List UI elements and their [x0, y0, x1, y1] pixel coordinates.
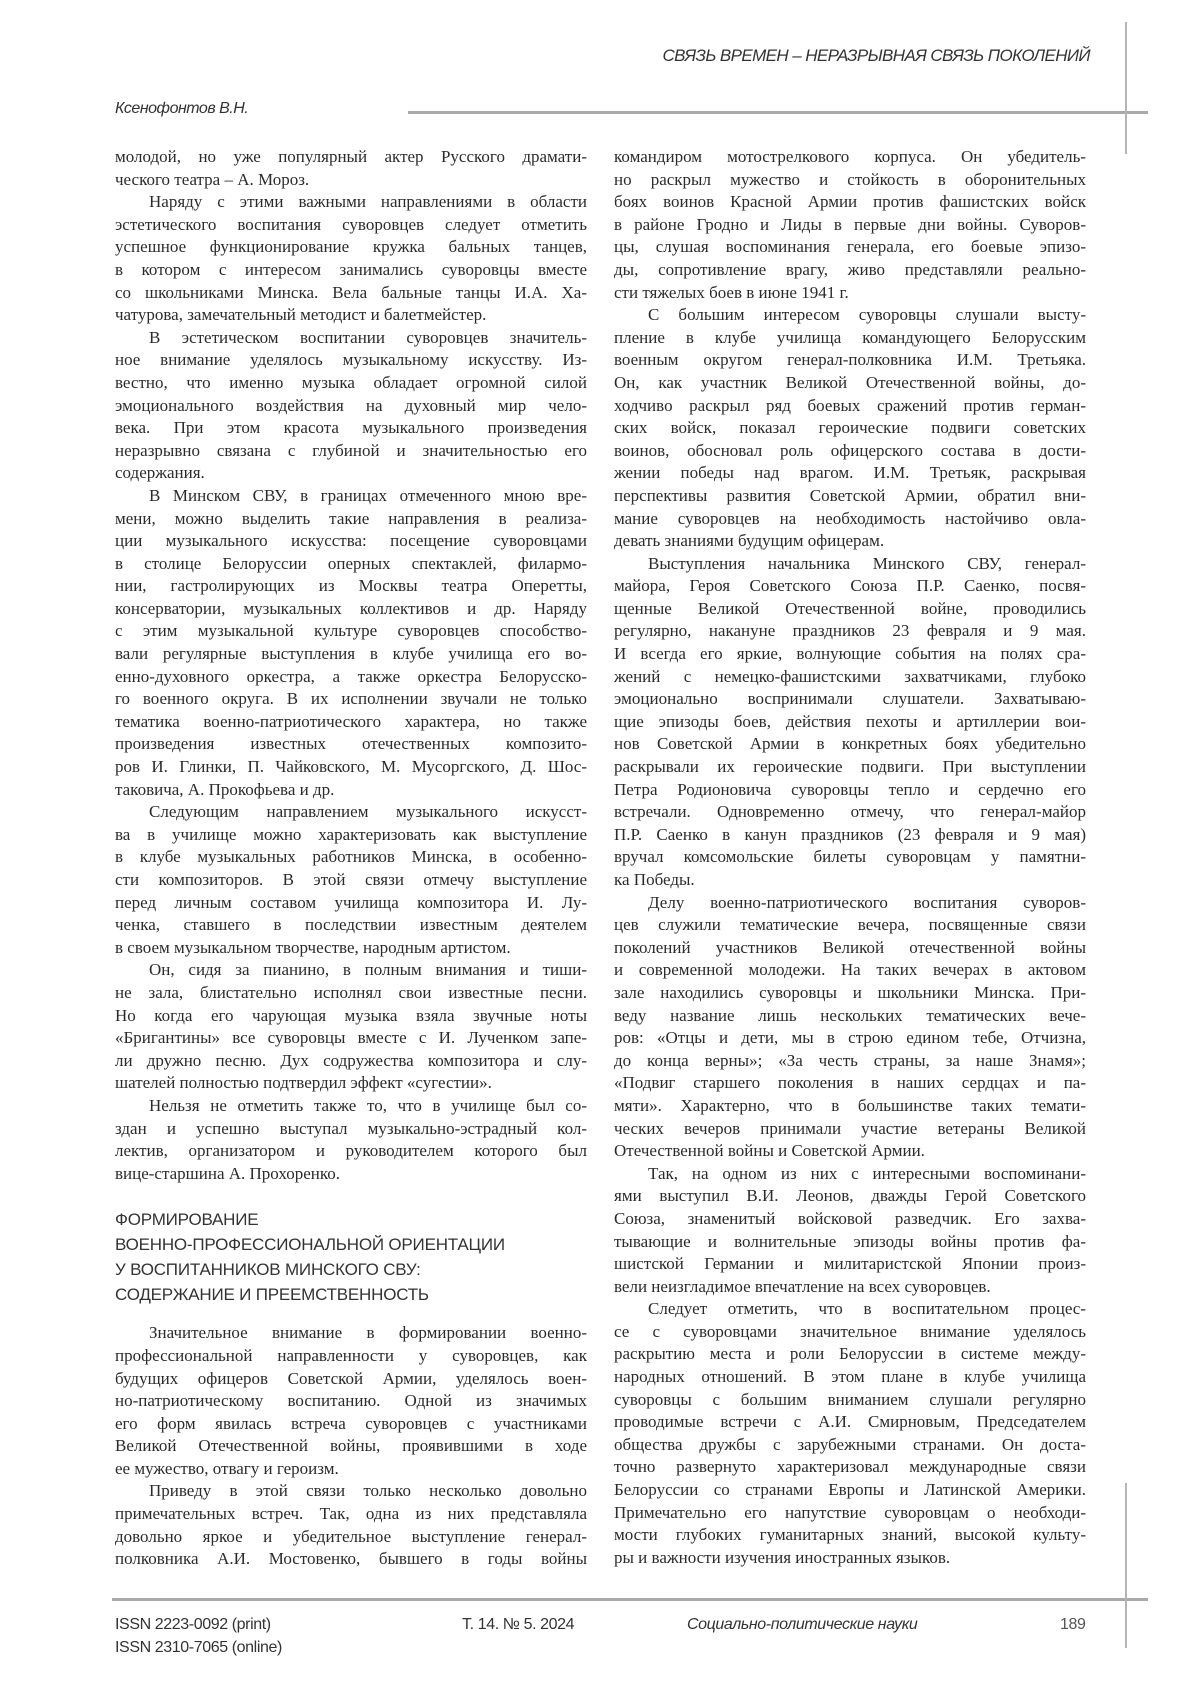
text-line: таковича, А. Прокофьева и др. [115, 779, 587, 802]
text-line: Нельзя не отметить также то, что в училище был со- [115, 1095, 587, 1118]
paragraph [115, 1322, 587, 1480]
text-line: военным округом генерал-полковника И.М. Третьяка. [614, 349, 1086, 372]
text-line: будущих офицеров Советской Армии, уделялось воен- [115, 1368, 587, 1391]
paragraph [614, 1298, 1086, 1569]
text-line: ческих вечеров принимали участие ветераны Великой [614, 1118, 1086, 1141]
right-body [614, 146, 1086, 1569]
text-line: щенные Великой Отечественной войне, проводились [614, 598, 1086, 621]
text-line: эстетического воспитания суворовцев следует отметить [115, 214, 587, 237]
text-line: эмоционального воздействия на духовный мир чело- [115, 395, 587, 418]
text-line: нов Советской Армии в конкретных боях убедительно [614, 733, 1086, 756]
text-line: в своем музыкальном творчестве, народным артистом. [115, 937, 587, 960]
text-line: профессиональной направленности у суворовцев, как [115, 1345, 587, 1368]
text-line: мени, можно выделить такие направления в реализа- [115, 508, 587, 531]
text-line: зале находились суворовцы и школьники Минска. При- [614, 982, 1086, 1005]
text-line: майора, Героя Советского Союза П.Р. Саенко, посвя- [614, 575, 1086, 598]
text-line: мание суворовцев на необходимость настойчиво овла- [614, 508, 1086, 531]
text-line: Выступления начальника Минского СВУ, генерал- [614, 553, 1086, 576]
text-line: ров: «Отцы и дети, мы в строю едином тебе, Отчизна, [614, 1027, 1086, 1050]
text-line: тывающие и волнительные эпизоды войны против фа- [614, 1231, 1086, 1254]
text-line: се с суворовцами значительное внимание уделялось [614, 1321, 1086, 1344]
text-line: Значительное внимание в формировании военно- [115, 1322, 587, 1345]
paragraph [614, 553, 1086, 892]
text-line: здан и успешно выступал музыкально-эстрадный кол- [115, 1118, 587, 1141]
text-line: Делу военно-патриотического воспитания суворов- [614, 892, 1086, 915]
text-line: Примечательно его напутствие суворовцам о необходи- [614, 1502, 1086, 1525]
text-line: народных отношений. В этом плане в клубе училища [614, 1366, 1086, 1389]
paragraph [115, 1480, 587, 1570]
text-line: регулярно, накануне праздников 23 февраля и 9 мая. [614, 620, 1086, 643]
text-line: В Минском СВУ, в границах отмеченного мною вре- [115, 485, 587, 508]
text-line: но раскрыл мужество и стойкость в оборонительных [614, 169, 1086, 192]
left-column [115, 146, 587, 1571]
text-line: жений с немецко-фашистскими захватчиками, глубоко [614, 666, 1086, 689]
text-line: сти тяжелых боев в июне 1941 г. [614, 282, 1086, 305]
text-line: проводимые встречи с А.И. Смирновым, Председателем [614, 1411, 1086, 1434]
text-line: В эстетическом воспитании суворовцев значитель- [115, 327, 587, 350]
issn-block [115, 1613, 282, 1659]
text-line: перед личным составом училища композитора И. Лу- [115, 892, 587, 915]
text-line: ка Победы. [614, 869, 1086, 892]
text-line: Великой Отечественной войны, проявившими в ходе [115, 1435, 587, 1458]
text-line: полковника А.И. Мостовенко, бывшего в годы войны [115, 1548, 587, 1571]
text-line: со школьниками Минска. Вела бальные танцы И.А. Ха- [115, 282, 587, 305]
text-line: жении победы над врагом. И.М. Третьяк, раскрывая [614, 462, 1086, 485]
text-line: Наряду с этими важными направлениями в области [115, 191, 587, 214]
text-line: С большим интересом суворовцы слушали высту- [614, 304, 1086, 327]
text-line: шателей полностью подтвердил эффект «сугестии». [115, 1072, 587, 1095]
page-number: 189 [1060, 1613, 1086, 1636]
text-line: в клубе музыкальных работников Минска, в особенно- [115, 846, 587, 869]
paragraph [115, 485, 587, 801]
paragraph [115, 1095, 587, 1185]
volume-issue: Т. 14. № 5. 2024 [462, 1613, 574, 1636]
section-heading [115, 1207, 587, 1307]
text-line: но-патриотическому воспитанию. Одной из значимых [115, 1390, 587, 1413]
text-line: командиром мотострелкового корпуса. Он убедитель- [614, 146, 1086, 169]
text-line: ры и важности изучения иностранных языков. [614, 1547, 1086, 1570]
paragraph [115, 959, 587, 1095]
text-line: Он, как участник Великой Отечественной войны, до- [614, 372, 1086, 395]
paragraph [614, 1163, 1086, 1299]
text-line: вручал комсомольские билеты суворовцам у памятни- [614, 846, 1086, 869]
text-line: мяти». Характерно, что в большинстве таких темати- [614, 1095, 1086, 1118]
footer-divider [112, 1598, 1148, 1601]
heading-line: СОДЕРЖАНИЕ И ПРЕЕМСТВЕННОСТЬ [115, 1282, 587, 1307]
text-line: Петра Родионовича суворовцы тепло и сердечно его [614, 779, 1086, 802]
text-line: Так, на одном из них с интересными воспоминани- [614, 1163, 1086, 1186]
text-line: содержания. [115, 462, 587, 485]
header-vertical-rule [1125, 22, 1127, 154]
right-column [614, 146, 1086, 1569]
text-line: ции музыкального искусства: посещение суворовцами [115, 530, 587, 553]
text-line: эмоционально воспринимали слушатели. Захватываю- [614, 688, 1086, 711]
text-line: общества дружбы с зарубежными странами. Он доста- [614, 1434, 1086, 1457]
text-line: «Подвиг старшего поколения в наших сердцах и па- [614, 1072, 1086, 1095]
issn-online: ISSN 2310-7065 (online) [115, 1636, 282, 1659]
paragraph [614, 892, 1086, 1163]
text-line: ное внимание уделялось музыкальному искусству. Из- [115, 349, 587, 372]
text-line: цы, слушая воспоминания генерала, его боевые эпизо- [614, 236, 1086, 259]
text-line: шистской Германии и милитаристской Японии произ- [614, 1253, 1086, 1276]
paragraph [115, 327, 587, 485]
text-line: цев служили тематические вечера, посвященные связи [614, 914, 1086, 937]
text-line: раскрытию места и роли Белоруссии в системе между- [614, 1343, 1086, 1366]
text-line: щие эпизоды боев, действия пехоты и артиллерии вои- [614, 711, 1086, 734]
text-line: в котором с интересом занимались суворовцы вместе [115, 259, 587, 282]
text-line: Отечественной войны и Советской Армии. [614, 1140, 1086, 1163]
text-line: чатурова, замечательный методист и балетмейстер. [115, 304, 587, 327]
text-line: в районе Гродно и Лиды в первые дни войны. Суворов- [614, 214, 1086, 237]
text-line: веду название лишь нескольких тематических вече- [614, 1005, 1086, 1028]
text-line: девать знаниями будущим офицерам. [614, 530, 1086, 553]
text-line: ва в училище можно характеризовать как выступление [115, 824, 587, 847]
issn-print: ISSN 2223-0092 (print) [115, 1613, 282, 1636]
text-line: Он, сидя за пианино, в полным внимания и тиши- [115, 959, 587, 982]
text-line: ды, сопротивление врагу, живо представляли реально- [614, 259, 1086, 282]
text-line: вали регулярные выступления в клубе училища его во- [115, 643, 587, 666]
text-line: ее мужество, отвагу и героизм. [115, 1458, 587, 1481]
paragraph [614, 304, 1086, 553]
text-line: не зала, блистательно исполнял свои известные песни. [115, 982, 587, 1005]
text-line: нии, гастролирующих из Москвы театра Оперетты, [115, 575, 587, 598]
text-line: ческого театра – А. Мороз. [115, 169, 587, 192]
heading-line: ВОЕННО-ПРОФЕССИОНАЛЬНОЙ ОРИЕНТАЦИИ [115, 1232, 587, 1257]
paragraph [614, 146, 1086, 304]
text-line: встречали. Одновременно отмечу, что генерал-майор [614, 801, 1086, 824]
text-line: го военного округа. В их исполнении звучали не только [115, 688, 587, 711]
text-line: с этим музыкальной культуре суворовцев способство- [115, 620, 587, 643]
text-line: пление в клубе училища командующего Белорусским [614, 327, 1086, 350]
text-line: точно развернуто характеризовал международные связи [614, 1456, 1086, 1479]
text-line: енно-духовного оркестра, а также оркестра Белорусско- [115, 666, 587, 689]
text-line: тематика военно-патриотического характера, но также [115, 711, 587, 734]
paragraph [115, 146, 587, 191]
running-title: СВЯЗЬ ВРЕМЕН – НЕРАЗРЫВНАЯ СВЯЗЬ ПОКОЛЕНИЙ [662, 46, 1090, 66]
text-line: боях воинов Красной Армии против фашистских войск [614, 191, 1086, 214]
text-line: консерватории, музыкальных коллективов и др. Наряду [115, 598, 587, 621]
left-body-after-heading [115, 1322, 587, 1571]
text-line: П.Р. Саенко в канун праздников (23 февраля и 9 мая) [614, 824, 1086, 847]
text-line: Следует отметить, что в воспитательном процес- [614, 1298, 1086, 1321]
text-line: века. При этом красота музыкального произведения [115, 417, 587, 440]
text-line: перспективы развития Советской Армии, обратил вни- [614, 485, 1086, 508]
footer-vertical-rule [1125, 1483, 1127, 1648]
text-line: до конца верны»; «За честь страны, за наше Знамя»; [614, 1050, 1086, 1073]
text-line: Следующим направлением музыкального искусст- [115, 801, 587, 824]
text-line: вестно, что именно музыка обладает огромной силой [115, 372, 587, 395]
text-line: ями выступил В.И. Леонов, дважды Герой Советского [614, 1185, 1086, 1208]
text-line: примечательных встреч. Так, одна из них представляла [115, 1503, 587, 1526]
heading-line: ФОРМИРОВАНИЕ [115, 1207, 587, 1232]
text-line: в столице Белоруссии оперных спектаклей, филармо- [115, 553, 587, 576]
text-line: Но когда его чарующая музыка взяла звучные ноты [115, 1005, 587, 1028]
paragraph [115, 801, 587, 959]
text-line: его форм явилась встреча суворовцев с участниками [115, 1413, 587, 1436]
text-line: неразрывно связана с глубиной и значительностью его [115, 440, 587, 463]
text-line: вице-старшина А. Прохоренко. [115, 1163, 587, 1186]
text-line: успешное функционирование кружка бальных танцев, [115, 236, 587, 259]
text-line: ли дружно песню. Дух содружества композитора и слу- [115, 1050, 587, 1073]
text-line: сти композиторов. В этой связи отмечу выступление [115, 869, 587, 892]
author-name: Ксенофонтов В.Н. [115, 100, 248, 118]
text-line: И всегда его яркие, волнующие события на полях сра- [614, 643, 1086, 666]
journal-name: Социально-политические науки [687, 1613, 917, 1636]
text-line: ченка, ставшего в последствии известным деятелем [115, 914, 587, 937]
text-line: раскрывали их героические подвиги. При выступлении [614, 756, 1086, 779]
text-line: Союза, знаменитый войсковой разведчик. Его захва- [614, 1208, 1086, 1231]
text-line: произведения известных отечественных композито- [115, 733, 587, 756]
text-line: суворовцы с большим вниманием слушали регулярно [614, 1389, 1086, 1412]
text-line: воинов, обосновал роль офицерского состава в дости- [614, 440, 1086, 463]
paragraph [115, 191, 587, 327]
left-body-before-heading [115, 146, 587, 1185]
text-line: лектив, организатором и руководителем которого был [115, 1140, 587, 1163]
text-line: Белоруссии со странами Европы и Латинской Америки. [614, 1479, 1086, 1502]
text-line: и современной молодежи. На таких вечерах в актовом [614, 959, 1086, 982]
text-line: вели неизгладимое впечатление на всех суворовцев. [614, 1276, 1086, 1299]
text-line: довольно яркое и убедительное выступление генерал- [115, 1526, 587, 1549]
text-line: мости глубоких гуманитарных знаний, высокой культу- [614, 1524, 1086, 1547]
text-line: поколений участников Великой отечественной войны [614, 937, 1086, 960]
text-line: «Бригантины» все суворовцы вместе с И. Лученком запе- [115, 1027, 587, 1050]
text-line: ских войск, показал героические подвиги советских [614, 417, 1086, 440]
text-line: Приведу в этой связи только несколько довольно [115, 1480, 587, 1503]
text-line: ров И. Глинки, П. Чайковского, М. Мусоргского, Д. Шос- [115, 756, 587, 779]
header-divider [408, 111, 1148, 114]
heading-line: У ВОСПИТАННИКОВ МИНСКОГО СВУ: [115, 1257, 587, 1282]
text-line: ходчиво раскрыл ряд боевых сражений против герман- [614, 395, 1086, 418]
text-line: молодой, но уже популярный актер Русского драмати- [115, 146, 587, 169]
